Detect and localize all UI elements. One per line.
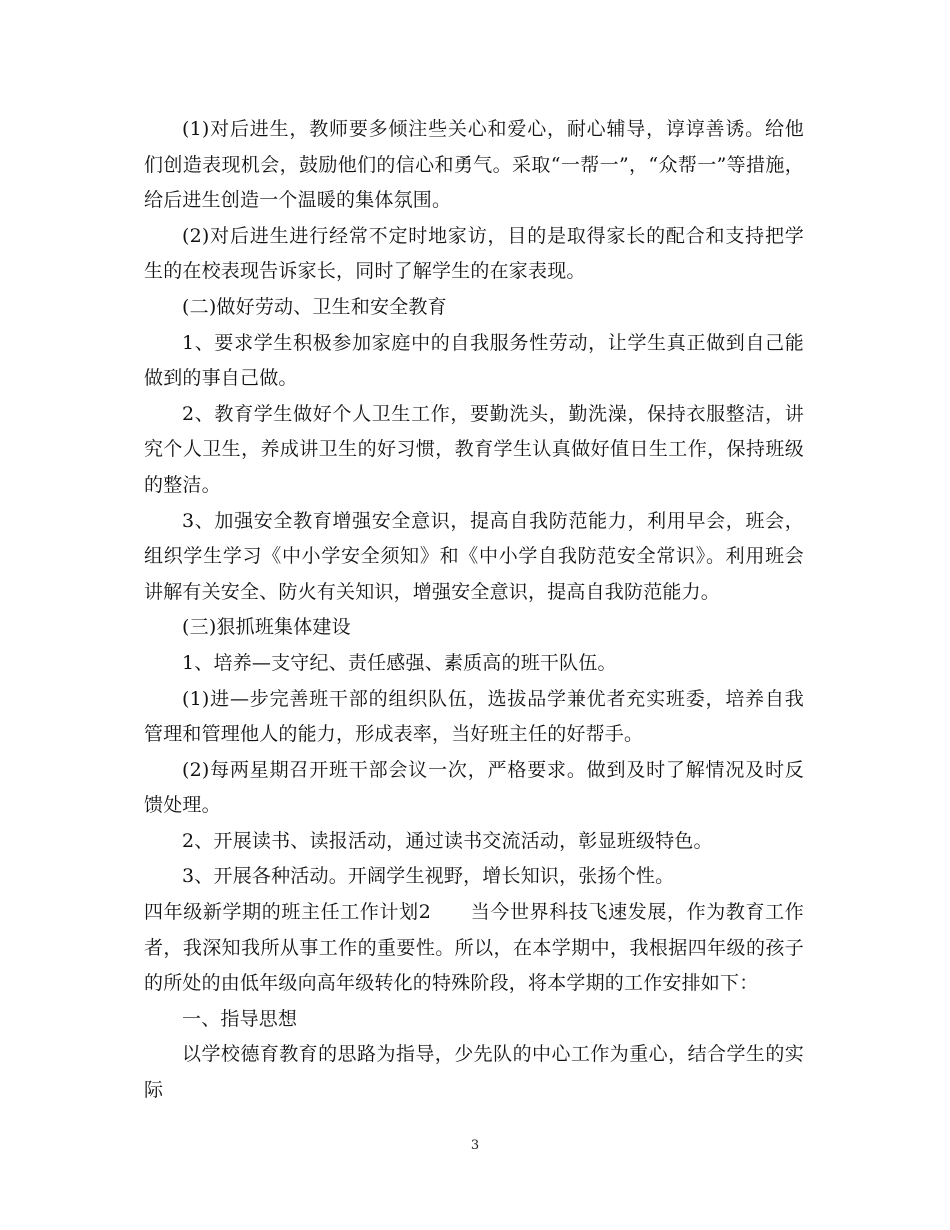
paragraph-4: 2、教育学生做好个人卫生工作，要勤洗头，勤洗澡，保持衣服整洁，讲究个人卫生，养成讲卫生的好习惯，教育学生认真做好值日生工作，保持班级的整洁。 (144, 402, 804, 496)
paragraph-9: 2、开展读书、读报活动，通过读书交流活动，彰显班级特色。 (182, 829, 713, 852)
paragraph-2: (2)对后进生进行经常不定时地家访，目的是取得家长的配合和支持把学生的在校表现告诉家长，同时了解学生的在家表现。 (144, 224, 804, 283)
paragraph-7: (1)进—步完善班干部的组织队伍，选拔品学兼优者充实班委，培养自我管理和管理他人的能力，形成表率，当好班主任的好帮手。 (144, 687, 804, 746)
paragraph-3: 1、要求学生积极参加家庭中的自我服务性劳动，让学生真正做到自己能做到的事自己做。 (144, 331, 804, 390)
document-body (144, 112, 804, 1109)
section-heading-2: (二)做好劳动、卫生和安全教育 (182, 295, 447, 318)
paragraph-10: 3、开展各种活动。开阔学生视野，增长知识，张扬个性。 (182, 865, 675, 888)
section-heading-guiding-thought: 一、指导思想 (182, 1007, 298, 1030)
paragraph-1: (1)对后进生，教师要多倾注些关心和爱心，耐心辅导，谆谆善诱。给他们创造表现机会，鼓励他们的信心和勇气。采取“一帮一”，“众帮一”等措施，给后进生创造一个温暖的集体氛围。 (144, 118, 804, 212)
paragraph-11: 以学校德育教育的思路为指导，少先队的中心工作为重心，结合学生的实际 (144, 1043, 804, 1102)
plan-2-intro: 四年级新学期的班主任工作计划2 当今世界科技飞速发展，作为教育工作者，我深知我所从事工作的重要性。所以，在本学期中，我根据四年级的孩子的所处的由低年级向高年级转化的特殊阶段，将本学期的工作安排如下： (144, 901, 804, 995)
paragraph-6: 1、培养—支守纪、责任感强、素质高的班干队伍。 (182, 651, 617, 674)
page-number: 3 (470, 1138, 480, 1153)
section-heading-3: (三)狠抓班集体建设 (182, 616, 351, 639)
paragraph-5: 3、加强安全教育增强安全意识，提高自我防范能力，利用早会，班会，组织学生学习《中小学安全须知》和《中小学自我防范安全常识》。利用班会讲解有关安全、防火有关知识，增强安全意识，提高自我防范能力。 (144, 509, 804, 603)
paragraph-8: (2)每两星期召开班干部会议一次，严格要求。做到及时了解情况及时反馈处理。 (144, 758, 804, 817)
